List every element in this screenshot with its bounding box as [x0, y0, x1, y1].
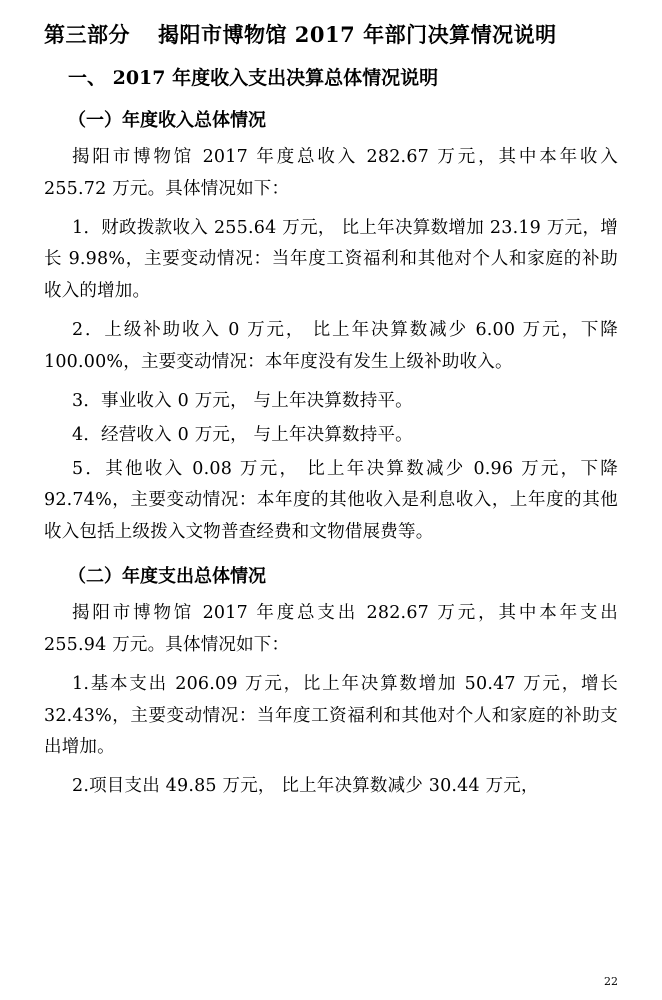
income-item-2: 2．上级补助收入 0 万元， 比上年决算数减少 6.00 万元，下降 100.00%，主要变动情况：本年度没有发生上级补助收入。	[44, 320, 618, 372]
page-title	[44, 20, 618, 50]
expense-intro-paragraph: 揭阳市博物馆 2017 年度总支出 282.67 万元，其中本年支出 255.94 万元。具体情况如下：	[44, 603, 618, 655]
income-item-5: 5．其他收入 0.08 万元， 比上年决算数减少 0.96 万元，下降 92.74%，主要变动情况：本年度的其他收入是利息收入，上年度的其他收入包括上级拨入文物普查经费和文物借展费等。	[44, 458, 618, 543]
expense-item-2: 2.项目支出 49.85 万元， 比上年决算数减少 30.44 万元，	[72, 776, 539, 797]
subsection-heading-income: （一）年度收入总体情况	[68, 109, 266, 131]
income-item-3: 3．事业收入 0 万元， 与上年决算数持平。	[72, 390, 413, 411]
section-heading: 一、 2017 年度收入支出决算总体情况说明	[68, 67, 439, 90]
subsection-heading-expense: （二）年度支出总体情况	[68, 566, 266, 588]
income-intro-paragraph: 揭阳市博物馆 2017 年度总收入 282.67 万元，其中本年收入 255.72 万元。具体情况如下：	[44, 146, 618, 199]
page-number: 22	[604, 975, 618, 988]
income-item-4: 4．经营收入 0 万元， 与上年决算数持平。	[72, 424, 413, 445]
expense-item-1: 1.基本支出 206.09 万元，比上年决算数增加 50.47 万元，增长 32.43%，主要变动情况：当年度工资福利和其他对个人和家庭的补助支出增加。	[44, 673, 618, 758]
title-main-label: 揭阳市博物馆 2017 年部门决算情况说明	[158, 22, 557, 47]
income-item-1: 1．财政拨款收入 255.64 万元， 比上年决算数增加 23.19 万元，增长 9.98%，主要变动情况：当年度工资福利和其他对个人和家庭的补助收入的增加。	[44, 217, 618, 302]
title-part-label: 第三部分	[44, 22, 130, 47]
